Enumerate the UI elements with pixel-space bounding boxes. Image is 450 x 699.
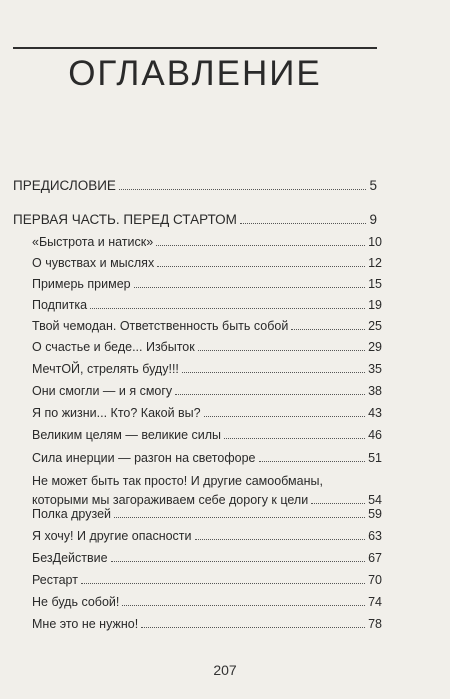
toc-entry-title: Примерь пример: [32, 277, 131, 291]
toc-entry-title: МечтОЙ, стрелять буду!!!: [32, 362, 179, 376]
toc-entry-page: 63: [368, 529, 382, 543]
toc-entry-title: О чувствах и мыслях: [32, 256, 155, 270]
toc-entry-title: «Быстрота и натиск»: [32, 235, 154, 249]
toc-entry: [32, 507, 382, 521]
toc-entry: [32, 406, 382, 420]
toc-entry-title-line2: которыми мы загораживаем себе дорогу к цели: [32, 493, 309, 507]
toc-entry-second-line: [32, 493, 382, 507]
toc-entry-page: 67: [368, 551, 382, 565]
leader-dots: [114, 516, 365, 518]
toc-entry-page: 10: [368, 235, 382, 249]
toc-entry: [32, 384, 382, 398]
toc-entry-title: Великим целям — великие силы: [32, 428, 222, 442]
toc-entry-title: Полка друзей: [32, 507, 112, 521]
toc-entry-page: 5: [369, 178, 377, 193]
toc-entry: [32, 235, 382, 249]
leader-dots: [240, 222, 367, 224]
leader-dots: [195, 538, 366, 540]
toc-entry-page: 12: [368, 256, 382, 270]
toc-entry-page: 25: [368, 319, 382, 333]
leader-dots: [204, 415, 365, 417]
toc-entry: [32, 573, 382, 587]
toc-entry: [13, 179, 377, 193]
toc-entry: [32, 428, 382, 442]
toc-entry: [32, 551, 382, 565]
leader-dots: [291, 328, 365, 330]
toc-entry-page: 46: [368, 428, 382, 442]
toc-entry-page: 15: [368, 277, 382, 291]
toc-entry-page: 78: [368, 617, 382, 631]
toc-entry-page: 51: [368, 451, 382, 465]
toc-entry: [32, 451, 382, 465]
leader-dots: [259, 460, 366, 462]
toc-entry-title: БезДействие: [32, 551, 108, 565]
toc-entry: [32, 617, 382, 631]
toc-entry: [32, 340, 382, 354]
leader-dots: [182, 371, 365, 373]
page-number: 207: [213, 662, 237, 678]
toc-entry-title: Не будь собой!: [32, 595, 120, 609]
leader-dots: [81, 582, 365, 584]
toc-entry: [32, 319, 382, 333]
toc-entry-title: ПЕРВАЯ ЧАСТЬ. ПЕРЕД СТАРТОМ: [13, 212, 237, 227]
toc-entry: [13, 213, 377, 227]
toc-entry-page: 70: [368, 573, 382, 587]
toc-entry-title: Я по жизни... Кто? Какой вы?: [32, 406, 201, 420]
toc-entry-title: Они смогли — и я смогу: [32, 384, 173, 398]
toc-entry-page: 35: [368, 362, 382, 376]
leader-dots: [311, 502, 365, 504]
leader-dots: [111, 560, 366, 562]
toc-entry-title: Мне это не нужно!: [32, 617, 139, 631]
page-title: ОГЛАВЛЕНИЕ: [68, 54, 322, 93]
toc-entry-page: 19: [368, 298, 382, 312]
toc-entry: [32, 256, 382, 270]
toc-entry: [32, 362, 382, 376]
toc-entry-page: 29: [368, 340, 382, 354]
toc-entry-page: 38: [368, 384, 382, 398]
leader-dots: [141, 626, 365, 628]
leader-dots: [198, 349, 365, 351]
toc-entry-title-line1: Не может быть так просто! И другие самообманы,: [32, 474, 323, 488]
toc-entry-title: Подпитка: [32, 298, 88, 312]
leader-dots: [157, 265, 365, 267]
toc-entry-page: 59: [368, 507, 382, 521]
toc-entry: [32, 298, 382, 312]
toc-entry-title: Я хочу! И другие опасности: [32, 529, 192, 543]
toc-entry-title: ПРЕДИСЛОВИЕ: [13, 178, 116, 193]
toc-entry: [32, 277, 382, 291]
leader-dots: [156, 244, 365, 246]
toc-entry: [32, 595, 382, 609]
toc-entry-page: 74: [368, 595, 382, 609]
toc-entry-title: Твой чемодан. Ответственность быть собой: [32, 319, 289, 333]
toc-entry-page: 43: [368, 406, 382, 420]
leader-dots: [224, 437, 365, 439]
leader-dots: [134, 286, 365, 288]
leader-dots: [175, 393, 365, 395]
toc-entry: [32, 474, 382, 507]
toc-entry-page: 54: [368, 493, 382, 507]
header-rule: [13, 47, 377, 49]
toc-entry-title: Сила инерции — разгон на светофоре: [32, 451, 256, 465]
toc-entry: [32, 529, 382, 543]
toc-entry-title: Рестарт: [32, 573, 78, 587]
leader-dots: [119, 188, 367, 190]
leader-dots: [122, 604, 365, 606]
toc-entry-page: 9: [369, 212, 377, 227]
leader-dots: [90, 307, 365, 309]
toc-entry-title: О счастье и беде... Избыток: [32, 340, 195, 354]
